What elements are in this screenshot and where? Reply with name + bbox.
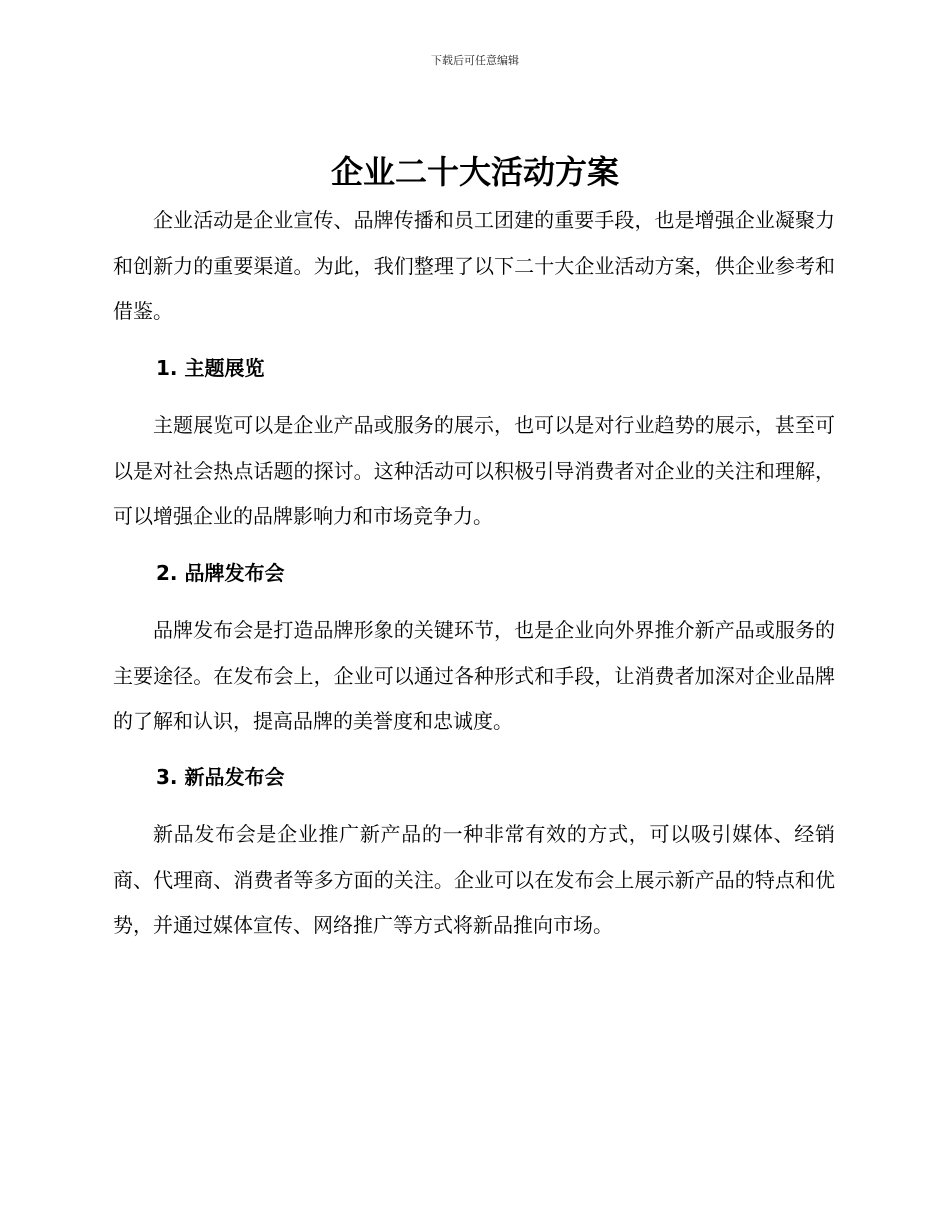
section-2-body (113, 608, 835, 745)
section-1-body (113, 403, 835, 540)
section-paragraph: 主题展览可以是企业产品或服务的展示，也可以是对行业趋势的展示，甚至可以是对社会热点话题的探讨。这种活动可以积极引导消费者对企业的关注和理解，可以增强企业的品牌影响力和市场竞争力。 (113, 413, 835, 528)
section-3 (113, 762, 835, 792)
section-heading: 3. 新品发布会 (156, 765, 285, 789)
section-1 (113, 353, 835, 383)
intro-block (113, 198, 835, 335)
header-note: 下载后可任意编辑 (431, 54, 519, 67)
section-2 (113, 558, 835, 588)
section-heading: 2. 品牌发布会 (156, 561, 285, 585)
page-title: 企业二十大活动方案 (330, 153, 619, 191)
section-paragraph: 新品发布会是企业推广新产品的一种非常有效的方式，可以吸引媒体、经销商、代理商、消费者等多方面的关注。企业可以在发布会上展示新产品的特点和优势，并通过媒体宣传、网络推广等方式将新品推向市场。 (113, 822, 835, 937)
section-3-body (113, 812, 835, 949)
section-paragraph: 品牌发布会是打造品牌形象的关键环节，也是企业向外界推介新产品或服务的主要途径。在发布会上，企业可以通过各种形式和手段，让消费者加深对企业品牌的了解和认识，提高品牌的美誉度和忠诚度。 (113, 618, 835, 733)
intro-paragraph: 企业活动是企业宣传、品牌传播和员工团建的重要手段，也是增强企业凝聚力和创新力的重要渠道。为此，我们整理了以下二十大企业活动方案，供企业参考和借鉴。 (113, 208, 835, 323)
section-heading: 1. 主题展览 (156, 356, 265, 380)
